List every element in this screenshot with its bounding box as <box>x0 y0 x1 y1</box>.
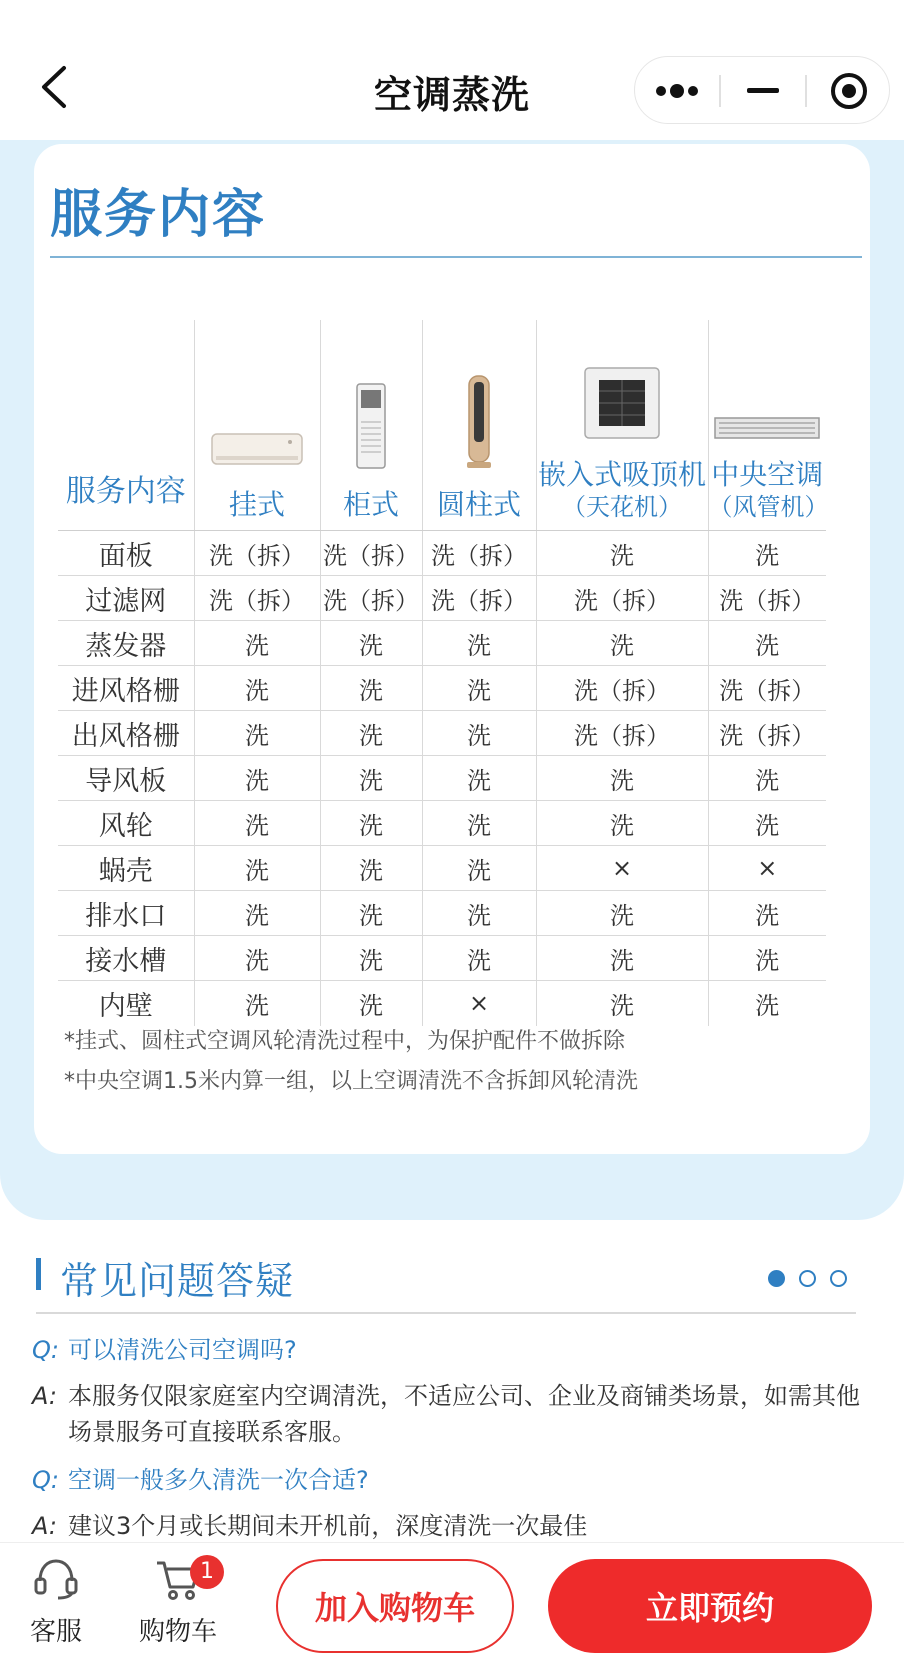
cart-label: 购物车 <box>138 1617 217 1647</box>
table-cell: 洗 <box>194 801 320 846</box>
table-row <box>58 846 826 891</box>
table-cell: 洗 <box>708 936 826 981</box>
table-cell: 洗 <box>422 801 536 846</box>
table-cell: 洗 <box>194 846 320 891</box>
column-name: 挂式 <box>228 488 285 521</box>
row-label: 风轮 <box>58 801 194 846</box>
service-notes <box>64 1022 638 1102</box>
faq-item <box>32 1462 862 1544</box>
faq-question <box>32 1332 862 1368</box>
table-cell: 洗 <box>320 711 422 756</box>
row-label: 进风格栅 <box>58 666 194 711</box>
table-cell: 洗 <box>536 531 708 576</box>
table-row <box>58 936 826 981</box>
customer-service-label: 客服 <box>29 1617 82 1647</box>
not-included-mark: × <box>708 846 826 891</box>
question-prefix: Q: <box>32 1336 59 1364</box>
table-cell: 洗（拆） <box>320 576 422 621</box>
table-row <box>58 981 826 1026</box>
table-cell: 洗 <box>320 801 422 846</box>
table-row <box>58 711 826 756</box>
faq-title-accent <box>36 1258 41 1290</box>
table-cell: 洗 <box>708 621 826 666</box>
row-label: 蒸发器 <box>58 621 194 666</box>
answer-text: 本服务仅限家庭室内空调清洗，不适应公司、企业及商铺类场景，如需其他场景服务可直接联系客服。 <box>68 1382 860 1446</box>
column-name: 圆柱式 <box>436 488 521 521</box>
faq-divider <box>36 1312 856 1314</box>
minimize-icon <box>747 88 779 94</box>
table-cell: 洗 <box>194 981 320 1026</box>
table-cell: 洗 <box>320 756 422 801</box>
row-label: 过滤网 <box>58 576 194 621</box>
column-name: 嵌入式吸顶机 <box>537 458 706 491</box>
table-cell: 洗 <box>536 891 708 936</box>
table-row <box>58 891 826 936</box>
row-label: 排水口 <box>58 891 194 936</box>
table-cell: 洗 <box>422 891 536 936</box>
table-cell: 洗 <box>536 756 708 801</box>
table-cell: 洗 <box>422 621 536 666</box>
table-cell: 洗 <box>536 801 708 846</box>
table-corner-header: 服务内容 <box>58 320 194 531</box>
table-cell: 洗 <box>422 756 536 801</box>
answer-text: 建议3个月或长期间未开机前，深度清洗一次最佳 <box>68 1512 588 1540</box>
table-cell: 洗 <box>708 891 826 936</box>
table-cell: 洗 <box>422 846 536 891</box>
table-cell: 洗 <box>194 891 320 936</box>
table-cell: 洗（拆） <box>536 666 708 711</box>
table-cell: 洗 <box>708 756 826 801</box>
faq-page-dot[interactable] <box>799 1270 816 1287</box>
cabinet-ac-image <box>321 350 422 470</box>
table-cell: 洗（拆） <box>194 531 320 576</box>
faq-page-dot[interactable] <box>830 1270 847 1287</box>
table-cell: 洗 <box>320 846 422 891</box>
table-cell: 洗（拆） <box>708 576 826 621</box>
column-header <box>536 320 708 531</box>
table-cell: 洗 <box>320 981 422 1026</box>
table-cell: 洗 <box>320 621 422 666</box>
table-cell: 洗（拆） <box>194 576 320 621</box>
table-cell: 洗 <box>194 621 320 666</box>
minimize-button[interactable] <box>721 57 805 125</box>
faq-item <box>32 1332 862 1450</box>
table-row <box>58 756 826 801</box>
column-header <box>422 320 536 531</box>
question-text: 可以清洗公司空调吗? <box>68 1336 297 1364</box>
title-divider <box>50 256 862 258</box>
cart-button[interactable] <box>128 1557 228 1648</box>
row-label: 内壁 <box>58 981 194 1026</box>
table-cell: 洗 <box>422 666 536 711</box>
question-prefix: Q: <box>32 1466 59 1494</box>
cart-count-badge: 1 <box>190 1555 224 1589</box>
target-close-icon <box>830 72 868 110</box>
more-dots-icon <box>655 84 699 98</box>
column-header <box>320 320 422 531</box>
page-title: 空调蒸洗 <box>373 73 530 117</box>
service-card <box>34 144 870 1154</box>
row-label: 导风板 <box>58 756 194 801</box>
note-line: *挂式、圆柱式空调风轮清洗过程中，为保护配件不做拆除 <box>64 1029 626 1054</box>
faq-pagination <box>768 1270 847 1287</box>
more-button[interactable] <box>635 57 719 125</box>
column-subname: （风管机） <box>708 493 829 521</box>
note-line: *中央空调1.5米内算一组，以上空调清洗不含拆卸风轮清洗 <box>64 1069 638 1094</box>
table-row <box>58 666 826 711</box>
faq-answer <box>32 1508 862 1544</box>
add-to-cart-button[interactable]: 加入购物车 <box>276 1559 514 1653</box>
row-label: 出风格栅 <box>58 711 194 756</box>
headset-icon <box>32 1557 80 1601</box>
table-cell: 洗 <box>422 936 536 981</box>
faq-title: 常见问题答疑 <box>60 1259 295 1303</box>
service-table <box>58 320 829 1026</box>
table-cell: 洗 <box>194 936 320 981</box>
table-row <box>58 801 826 846</box>
table-cell: 洗（拆） <box>536 711 708 756</box>
service-title: 服务内容 <box>50 185 267 245</box>
table-cell: 洗（拆） <box>320 531 422 576</box>
column-name: 柜式 <box>342 488 399 521</box>
table-cell: 洗 <box>755 991 780 1020</box>
mini-program-capsule <box>634 56 890 124</box>
table-cell: 洗 <box>536 936 708 981</box>
table-cell: 洗 <box>320 891 422 936</box>
faq-question <box>32 1462 862 1498</box>
top-nav <box>0 0 904 140</box>
service-table-body <box>58 531 826 1026</box>
row-label: 接水槽 <box>58 936 194 981</box>
answer-prefix: A: <box>32 1382 57 1410</box>
faq-answer <box>32 1378 862 1450</box>
faq-page-dot[interactable] <box>768 1270 785 1287</box>
column-name: 中央空调 <box>711 458 824 491</box>
customer-service-button[interactable] <box>6 1557 106 1648</box>
column-subname: （天花机） <box>562 493 682 521</box>
bottom-action-bar <box>0 1542 904 1666</box>
answer-prefix: A: <box>32 1512 57 1540</box>
table-cell: 洗（拆） <box>422 576 536 621</box>
ceiling-cassette-ac-image <box>537 320 708 440</box>
row-label: 蜗壳 <box>58 846 194 891</box>
table-row <box>58 531 826 576</box>
row-label: 面板 <box>58 531 194 576</box>
table-cell: 洗 <box>194 666 320 711</box>
table-cell: 洗（拆） <box>708 711 826 756</box>
column-header <box>194 320 320 531</box>
table-cell: 洗 <box>194 756 320 801</box>
table-cell: 洗 <box>536 621 708 666</box>
table-cell: 洗 <box>708 801 826 846</box>
column-header <box>708 320 829 531</box>
table-cell: 洗 <box>320 936 422 981</box>
table-row <box>58 621 826 666</box>
table-cell: 洗（拆） <box>422 531 536 576</box>
table-cell: 洗 <box>194 711 320 756</box>
table-row <box>58 576 826 621</box>
table-cell: 洗 <box>320 666 422 711</box>
table-cell: 洗（拆） <box>536 576 708 621</box>
duct-ac-image <box>709 320 827 440</box>
question-text: 空调一般多久清洗一次合适? <box>68 1466 369 1494</box>
table-cell: 洗（拆） <box>708 666 826 711</box>
not-included-mark: × <box>422 981 536 1026</box>
book-now-button[interactable]: 立即预约 <box>548 1559 872 1653</box>
not-included-mark: × <box>536 846 708 891</box>
table-cell: 洗 <box>422 711 536 756</box>
table-cell: 洗 <box>536 981 708 1026</box>
wall-mounted-ac-image <box>195 350 320 470</box>
close-button[interactable] <box>807 57 891 125</box>
cylinder-ac-image <box>423 350 536 470</box>
table-cell: 洗 <box>708 531 826 576</box>
